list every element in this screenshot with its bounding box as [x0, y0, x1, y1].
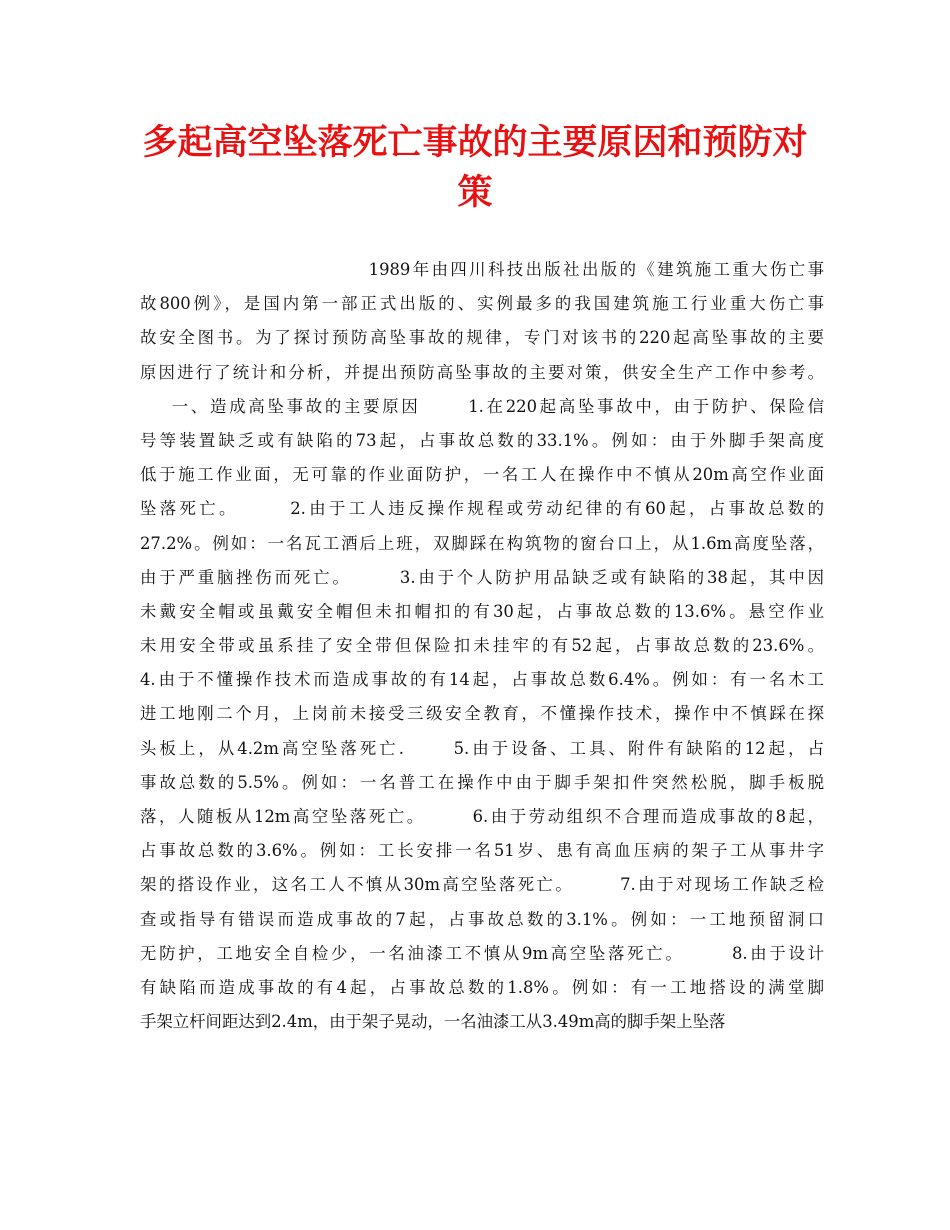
- body-line: 低于施工作业面，无可靠的作业面防护，一名工人在操作中不慎从20m高空作业面: [140, 465, 824, 485]
- body-line: 事故总数的5.5%。例如：一名普工在操作中由于脚手架扣件突然松脱，脚手板脱: [140, 772, 824, 792]
- body-line: 头板上，从4.2m高空坠落死亡. 5.由于设备、工具、附件有缺陷的12起，占: [140, 738, 824, 758]
- body-line: 未用安全带或虽系挂了安全带但保险扣未挂牢的有52起，占事故总数的23.6%。: [140, 636, 824, 656]
- body-line: 1989年由四川科技出版社出版的《建筑施工重大伤亡事: [140, 260, 824, 279]
- body-line: 手架立杆间距达到2.4m，由于架子晃动，一名油漆工从3.49m高的脚手架上坠落: [140, 1012, 726, 1032]
- body-line: 有缺陷而造成事故的有4起，占事故总数的1.8%。例如：有一工地搭设的满堂脚: [140, 977, 824, 997]
- body-line: 4.由于不懂操作技术而造成事故的有14起，占事故总数6.4%。例如：有一名木工: [140, 670, 824, 690]
- body-line: 无防护，工地安全自检少，一名油漆工不慎从9m高空坠落死亡。 8.由于设计: [140, 943, 824, 963]
- body-line: 落，人随板从12m高空坠落死亡。 6.由于劳动组织不合理而造成事故的8起，: [140, 807, 824, 826]
- document-body: [140, 253, 824, 1039]
- title-line: 多起高空坠落死亡事故的主要原因和预防对: [142, 122, 808, 163]
- body-line: 27.2%。例如：一名瓦工酒后上班，双脚踩在构筑物的窗台口上，从1.6m高度坠落，: [140, 533, 824, 553]
- body-line: 由于严重脑挫伤而死亡。 3.由于个人防护用品缺乏或有缺陷的38起，其中因: [140, 567, 824, 587]
- body-line: 查或指导有错误而造成事故的7起，占事故总数的3.1%。例如：一工地预留洞口: [140, 909, 824, 929]
- body-line: 故安全图书。为了探讨预防高坠事故的规律，专门对该书的220起高坠事故的主要: [140, 328, 824, 348]
- body-line: 占事故总数的3.6%。例如：工长安排一名51岁、患有高血压病的架子工从事井字: [140, 841, 824, 861]
- body-line: 进工地刚二个月，上岗前未接受三级安全教育，不懂操作技术，操作中不慎踩在探: [140, 704, 824, 724]
- body-line: 未戴安全帽或虽戴安全帽但未扣帽扣的有30起，占事故总数的13.6%。悬空作业: [140, 601, 824, 621]
- body-line: 故800例》，是国内第一部正式出版的、实例最多的我国建筑施工行业重大伤亡事: [140, 294, 824, 314]
- body-line: 坠落死亡。 2.由于工人违反操作规程或劳动纪律的有60起，占事故总数的: [140, 499, 824, 519]
- document-title: [140, 118, 810, 218]
- body-line: 原因进行了统计和分析，并提出预防高坠事故的主要对策，供安全生产工作中参考。: [140, 362, 824, 382]
- body-line: 号等装置缺乏或有缺陷的73起，占事故总数的33.1%。例如：由于外脚手架高度: [140, 430, 824, 450]
- body-line: 架的搭设作业，这名工人不慎从30m高空坠落死亡。 7.由于对现场工作缺乏检: [140, 875, 824, 895]
- title-line: 策: [457, 172, 493, 213]
- body-line: 一、造成高坠事故的主要原因 1.在220起高坠事故中，由于防护、保险信: [140, 396, 824, 416]
